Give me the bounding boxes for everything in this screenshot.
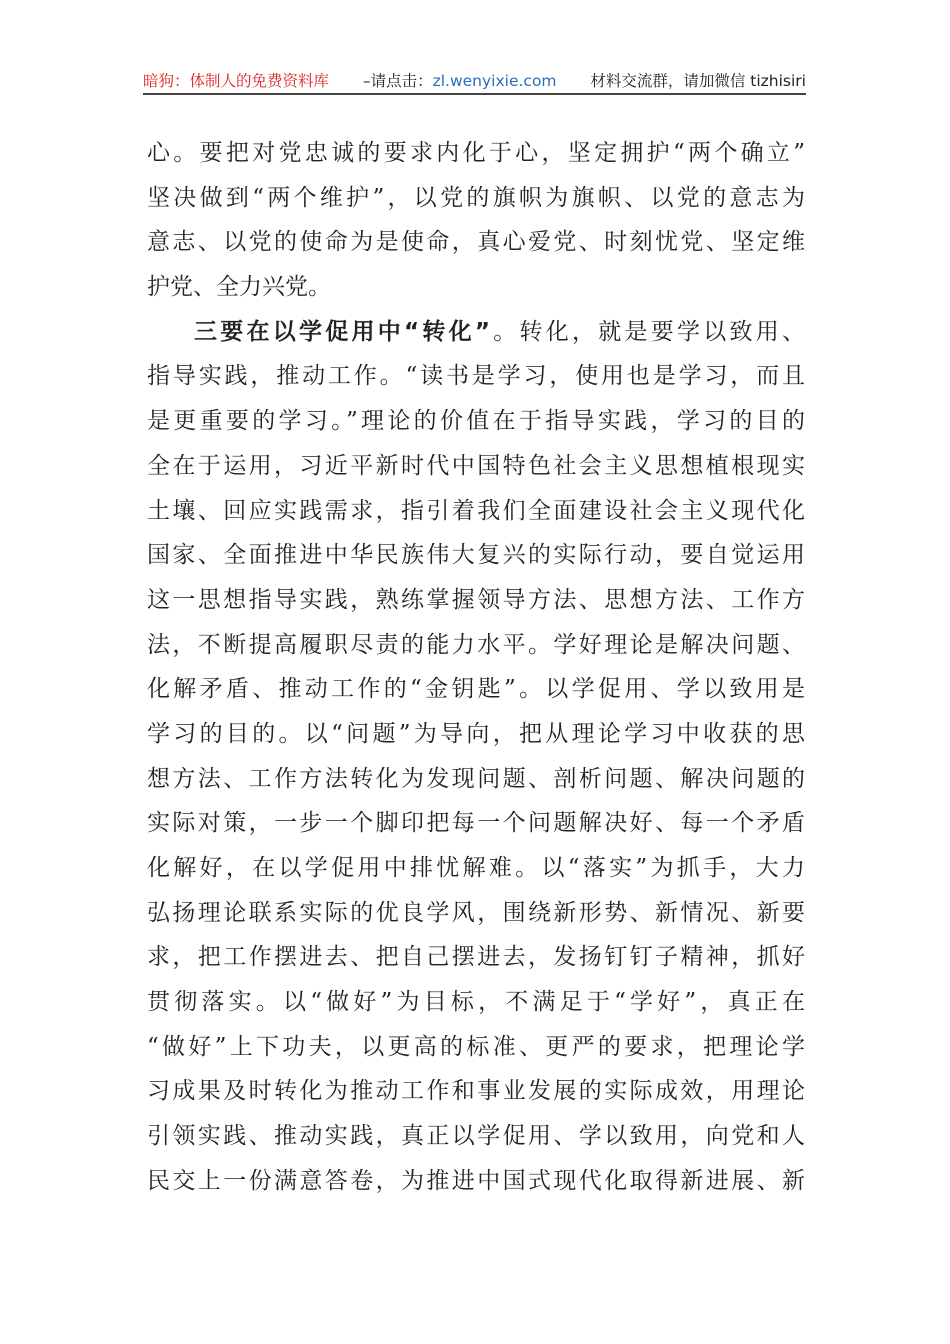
document-body [147,131,805,1204]
site-link[interactable]: zl.wenyixie.com [432,72,557,90]
text-line: 习成果及时转化为推动工作和事业发展的实际成效，用理论 [147,1078,805,1105]
paragraph-2 [147,310,805,1204]
text-line: 求，把工作摆进去、把自己摆进去，发扬钉钉子精神，抓好 [147,944,805,971]
text-line: 国家、全面推进中华民族伟大复兴的实际行动，要自觉运用 [147,542,805,569]
text-line: 贯彻落实。以“做好”为目标，不满足于“学好”，真正在 [147,989,805,1016]
text-line: 坚决做到“两个维护”，以党的旗帜为旗帜、以党的意志为 [147,184,805,211]
page-header [143,68,806,92]
text-line: 化解矛盾、推动工作的“金钥匙”。以学促用、学以致用是 [147,676,805,703]
paragraph-1 [147,131,805,310]
text-line: 指导实践，推动工作。“读书是学习，使用也是学习，而且 [147,363,805,390]
text-line: 实际对策，一步一个脚印把每一个问题解决好、每一个矛盾 [147,810,805,837]
section-heading: 三要在以学促用中“转化” [194,318,490,345]
text-line: 学习的目的。以“问题”为导向，把从理论学习中收获的思 [147,720,805,747]
text-line: 想方法、工作方法转化为发现问题、剖析问题、解决问题的 [147,765,805,792]
text-line: 是更重要的学习。”理论的价值在于指导实践，学习的目的 [147,408,805,435]
text-line: 护党、全力兴党。 [147,274,331,301]
text-line: 土壤、回应实践需求，指引着我们全面建设社会主义现代化 [147,497,805,524]
wechat-note: 材料交流群，请加微信 tizhisiri [590,72,806,90]
text-line: 意志、以党的使命为是使命，真心爱党、时刻忧党、坚定维 [147,229,805,256]
site-name: 暗狗：体制人的免费资料库 [143,72,330,90]
text-line: 引领实践、推动实践，真正以学促用、学以致用，向党和人 [147,1123,805,1150]
text-line: 心。要把对党忠诚的要求内化于心，坚定拥护“两个确立” [147,140,805,166]
text-line: 化解好，在以学促用中排忧解难。以“落实”为抓手，大力 [147,855,805,881]
text-line: 弘扬理论联系实际的优良学风，围绕新形势、新情况、新要 [147,899,805,926]
text-line: “做好”上下功夫，以更高的标准、更严的要求，把理论学 [147,1033,805,1060]
header-divider [143,93,806,95]
text-line: 全在于运用，习近平新时代中国特色社会主义思想植根现实 [147,452,805,479]
text-line [147,310,805,355]
text-line: 这一思想指导实践，熟练掌握领导方法、思想方法、工作方 [147,586,805,613]
text-line: 法，不断提高履职尽责的能力水平。学好理论是解决问题、 [147,631,805,658]
text-line: 民交上一份满意答卷，为推进中国式现代化取得新进展、新 [147,1167,805,1194]
click-prompt: –请点击： [362,72,433,90]
text-span: 。转化，就是要学以致用、 [490,318,806,345]
